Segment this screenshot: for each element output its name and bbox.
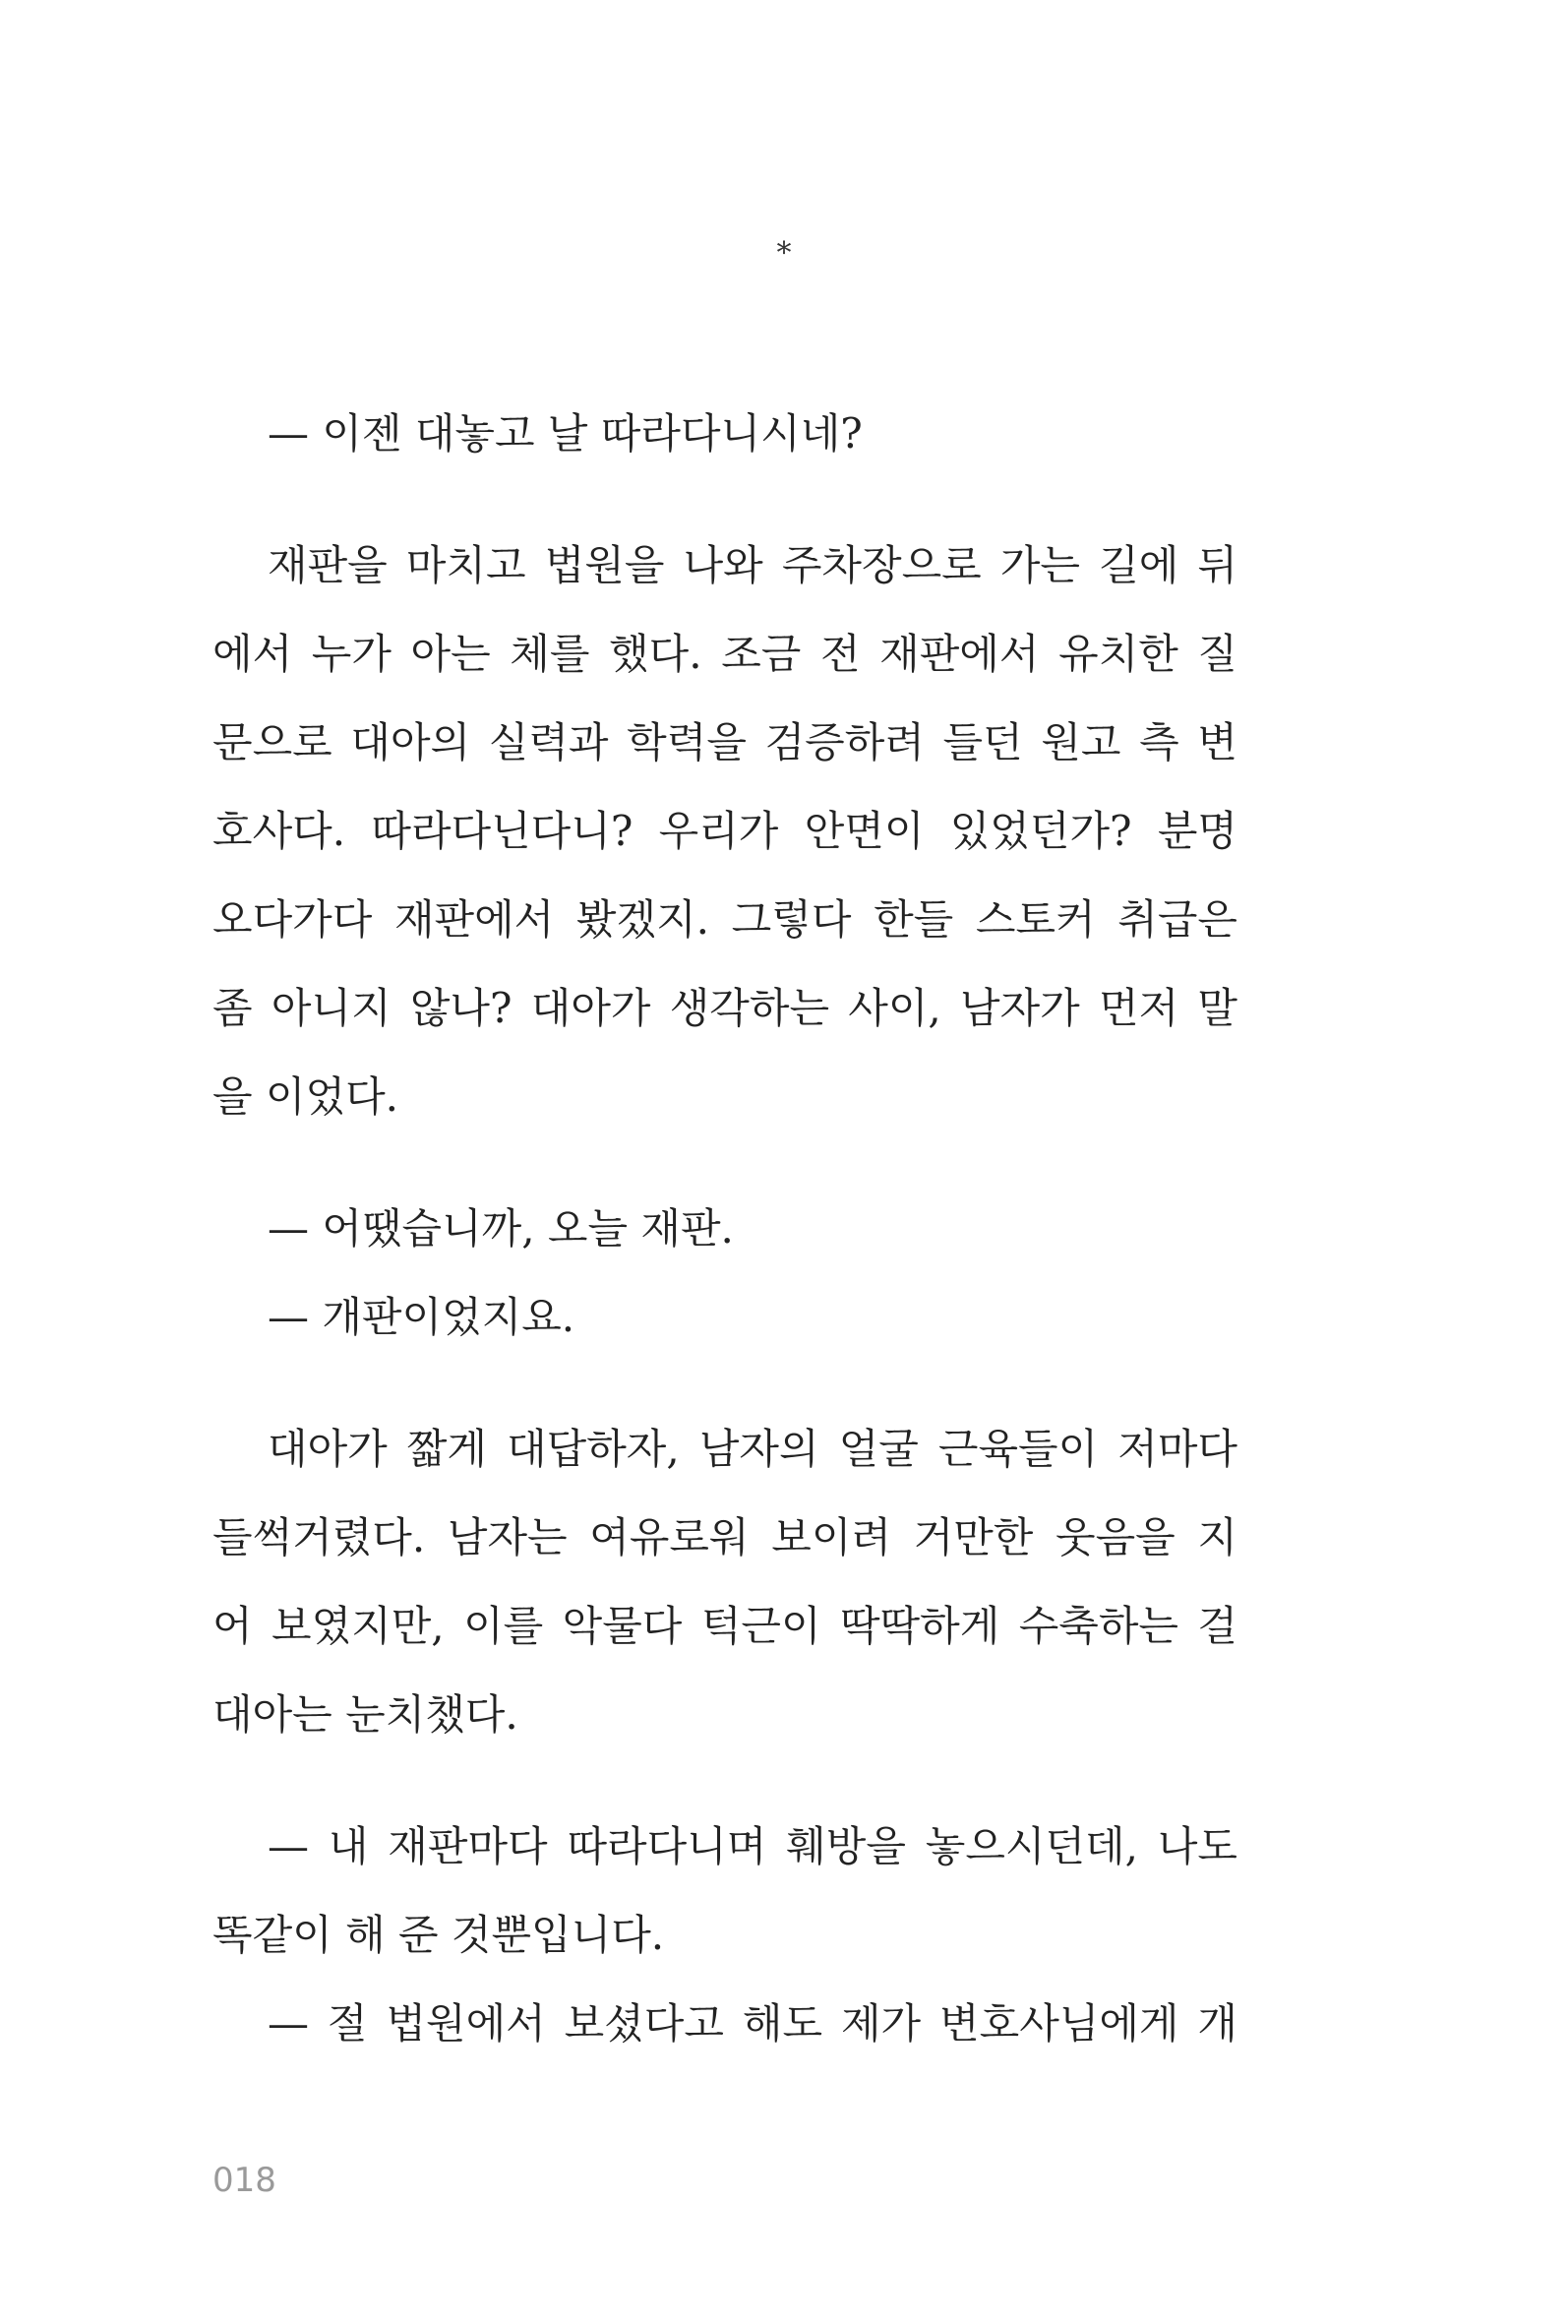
text-line: — 어땠습니까, 오늘 재판. (268, 1204, 734, 1253)
text-line: — 절 법원에서 보셨다고 해도 제가 변호사님에게 개 (268, 1999, 1237, 2048)
text-line: — 개판이었지요. (268, 1293, 575, 1341)
text-line: 재판을 마치고 법원을 나와 주차장으로 가는 길에 뒤 (268, 541, 1237, 589)
page-number: 018 (212, 2161, 276, 2200)
section-separator: * (776, 236, 792, 271)
text-line: 똑같이 해 준 것뿐입니다. (212, 1911, 665, 1959)
body-text (212, 411, 1237, 2047)
text-line: 에서 누가 아는 체를 했다. 조금 전 재판에서 유치한 질 (212, 630, 1237, 678)
text-line: 좀 아니지 않나? 대아가 생각하는 사이, 남자가 먼저 말 (212, 984, 1237, 1032)
text-line: 들썩거렸다. 남자는 여유로워 보이려 거만한 웃음을 지 (212, 1513, 1237, 1561)
text-line: — 내 재판마다 따라다니며 훼방을 놓으시던데, 나도 (268, 1822, 1237, 1870)
text-line: 대아가 짧게 대답하자, 남자의 얼굴 근육들이 저마다 (268, 1425, 1237, 1473)
text-line: 오다가다 재판에서 봤겠지. 그렇다 한들 스토커 취급은 (212, 895, 1237, 944)
text-line: 어 보였지만, 이를 악물다 턱근이 딱딱하게 수축하는 걸 (212, 1602, 1237, 1650)
text-line: 을 이었다. (212, 1072, 398, 1121)
text-line: 호사다. 따라다닌다니? 우리가 안면이 있었던가? 분명 (212, 807, 1237, 855)
text-line: 대아는 눈치챘다. (212, 1690, 518, 1739)
text-line: — 이젠 대놓고 날 따라다니시네? (268, 409, 863, 458)
text-line: 문으로 대아의 실력과 학력을 검증하려 들던 원고 측 변 (212, 718, 1237, 766)
